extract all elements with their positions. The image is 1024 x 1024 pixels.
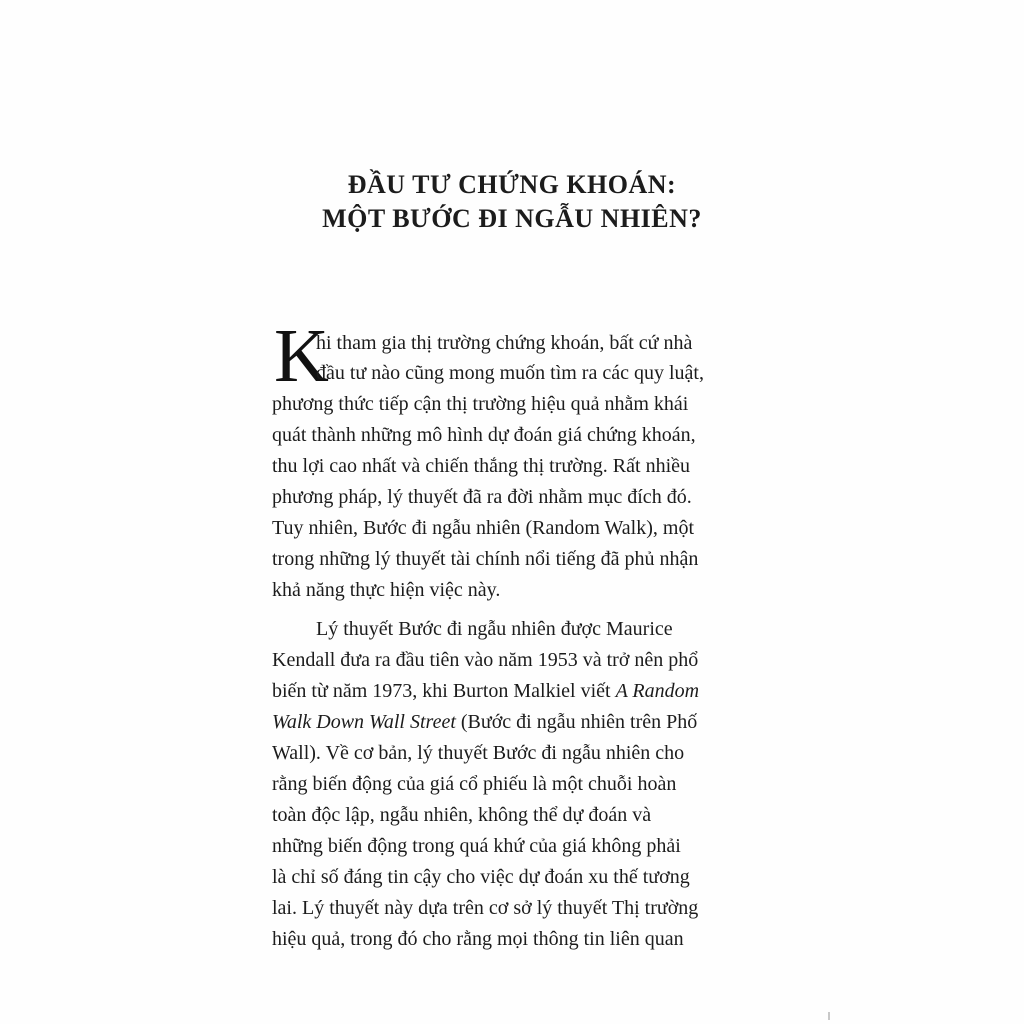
- paragraph-2-text: (Bước đi ngẫu nhiên trên Phố: [455, 711, 698, 733]
- paragraph-1-line: thu lợi cao nhất và chiến thắng thị trường. Rất nhiều: [272, 455, 691, 477]
- paragraph-2-line: những biến động trong quá khứ của giá không phải: [272, 835, 681, 857]
- paragraph-1-line: trong những lý thuyết tài chính nổi tiếng đã phủ nhận: [272, 548, 699, 570]
- paragraph-2-line: lai. Lý thuyết này dựa trên cơ sở lý thuyết Thị trường: [272, 897, 699, 919]
- paragraph-1-line: Tuy nhiên, Bước đi ngẫu nhiên (Random Walk), một: [272, 517, 695, 539]
- paragraph-2-line: rằng biến động của giá cổ phiếu là một chuỗi hoàn: [272, 773, 677, 795]
- paragraph-2-line: là chỉ số đáng tin cậy cho việc dự đoán xu thế tương: [272, 866, 690, 888]
- paragraph-2-line: hiệu quả, trong đó cho rằng mọi thông tin liên quan: [272, 928, 684, 950]
- paragraph-2-line: Wall). Về cơ bản, lý thuyết Bước đi ngẫu nhiên cho: [272, 742, 685, 764]
- paragraph-2-line: toàn độc lập, ngẫu nhiên, không thể dự đoán và: [272, 804, 652, 826]
- paragraph-1-line: quát thành những mô hình dự đoán giá chứng khoán,: [272, 424, 696, 446]
- paragraph-2-line: [272, 707, 697, 737]
- paragraph-1-line: phương pháp, lý thuyết đã ra đời nhằm mục đích đó.: [272, 486, 692, 508]
- chapter-title-line-1: ĐẦU TƯ CHỨNG KHOÁN:: [347, 170, 677, 199]
- book-title-italic: A Random: [615, 680, 700, 702]
- paragraph-2-line: [272, 676, 699, 706]
- paragraph-1-line: hi tham gia thị trường chứng khoán, bất cứ nhà: [316, 332, 693, 354]
- page-edge-mark: [828, 1012, 830, 1020]
- paragraph-1-line: đầu tư nào cũng mong muốn tìm ra các quy luật,: [316, 362, 704, 384]
- book-title-italic: Walk Down Wall Street: [272, 711, 456, 733]
- paragraph-2-text: biến từ năm 1973, khi Burton Malkiel viết: [272, 680, 616, 702]
- paragraph-1-line: khả năng thực hiện việc này.: [272, 579, 501, 601]
- drop-cap-letter: K: [274, 314, 329, 398]
- paragraph-1-line: phương thức tiếp cận thị trường hiệu quả nhằm khái: [272, 393, 689, 415]
- chapter-title-line-2: MỘT BƯỚC ĐI NGẪU NHIÊN?: [322, 204, 702, 233]
- paragraph-2-line: Lý thuyết Bước đi ngẫu nhiên được Maurice: [316, 618, 673, 640]
- paragraph-2-line: Kendall đưa ra đầu tiên vào năm 1953 và trở nên phổ: [272, 649, 699, 671]
